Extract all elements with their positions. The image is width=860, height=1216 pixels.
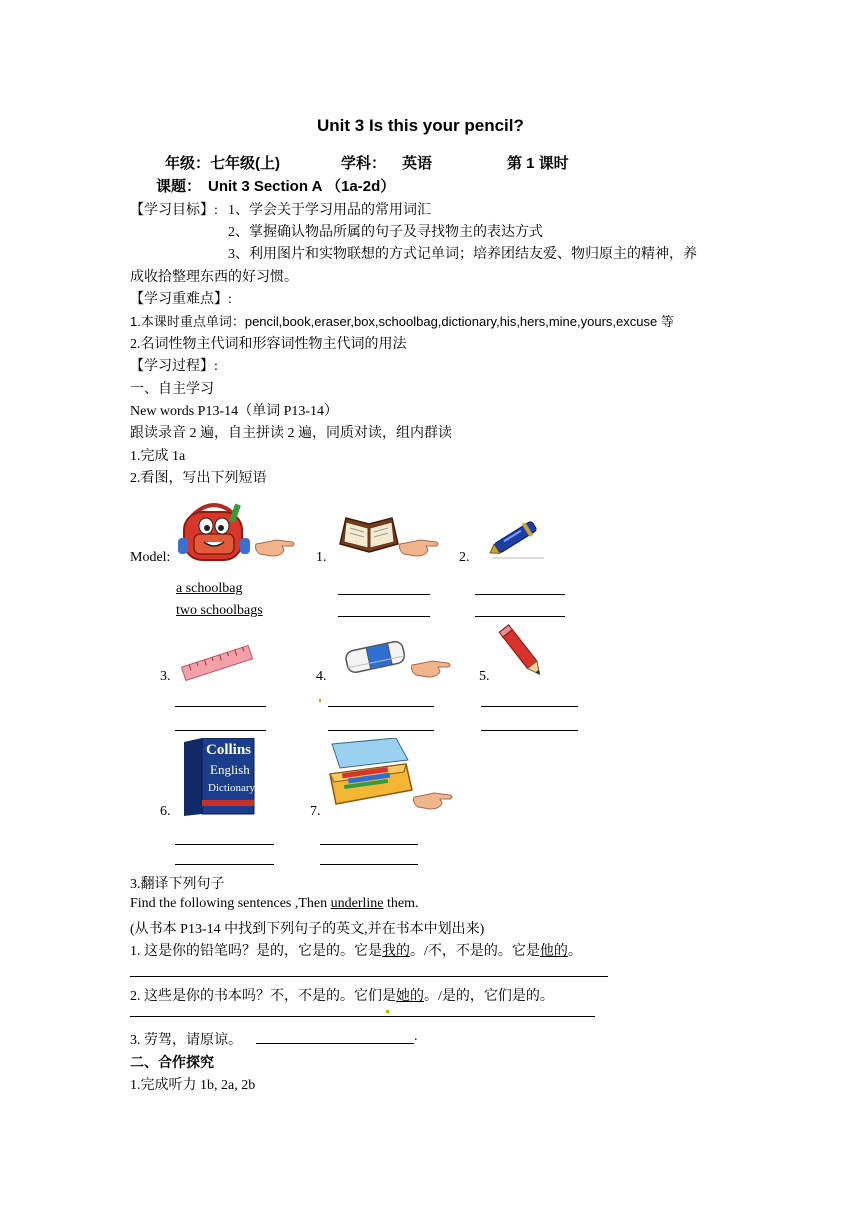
section1-heading: 一、自主学习	[130, 382, 214, 397]
sentence-text: 。	[567, 944, 582, 959]
answer-blank[interactable]	[475, 616, 565, 617]
grade-label: 年级：七年级(上)	[165, 155, 280, 172]
sentence-underlined: 她的	[396, 989, 424, 1004]
key-points-line: 1.本课时重点单词：pencil,book,eraser,box,schoolbag,dictionary,his,hers,mine,yours,excuse 等	[130, 314, 674, 329]
ruler-image	[178, 640, 256, 686]
instruction-line: 跟读录音 2 遍，自主拼读 2 遍，同质对读，组内群读	[130, 426, 452, 441]
answer-blank[interactable]	[320, 864, 418, 865]
sentence-underlined: 我的	[382, 944, 410, 959]
answer-blank[interactable]	[481, 706, 578, 707]
item-number: 5.	[479, 669, 490, 684]
answer-blank[interactable]	[320, 844, 418, 845]
item-number: 7.	[310, 804, 321, 819]
topic-label: 课题：	[156, 178, 202, 195]
task-line: 1.完成 1a	[130, 449, 186, 464]
pencil-box-image	[326, 738, 416, 814]
key-points-heading: 【学习重难点】:	[130, 292, 232, 307]
dictionary-brand: Collins	[206, 742, 252, 758]
sentence-text: 。/不，不是的。它是	[410, 944, 540, 959]
topic-value: Unit 3 Section A （1a-2d）	[208, 178, 396, 195]
dictionary-title-line: Dictionary	[208, 782, 256, 794]
new-words-line: New words P13-14（单词 P13-14）	[130, 404, 339, 419]
sentence-underlined: 他的	[539, 944, 568, 959]
pencil-image	[498, 624, 548, 682]
period-label: 第 1 课时	[507, 155, 569, 172]
answer-blank[interactable]	[175, 864, 274, 865]
task3-heading: 3.翻译下列句子	[130, 877, 225, 892]
process-heading: 【学习过程】:	[130, 359, 218, 374]
instruction-text: them.	[383, 896, 419, 911]
translation-answer-line[interactable]	[130, 976, 608, 977]
sentence-text: 2. 这些是你的书本吗？不，不是的。它们是	[130, 989, 396, 1004]
item-number: 4.	[316, 669, 327, 684]
pointing-hand-icon	[398, 536, 440, 558]
pointing-hand-icon	[254, 536, 296, 558]
stray-mark	[386, 1010, 389, 1013]
subject-value: 英语	[402, 155, 433, 172]
answer-blank[interactable]	[328, 730, 434, 731]
pointing-hand-icon	[410, 657, 452, 679]
answer-blank[interactable]	[328, 706, 434, 707]
pointing-hand-icon	[412, 789, 454, 811]
task-line: 2.看图，写出下列短语	[130, 471, 267, 486]
sentence-text: 1. 这是你的铅笔吗？是的，它是的。它是	[130, 944, 382, 959]
objectives-heading: 【学习目标】:	[130, 203, 218, 218]
page-title: Unit 3 Is this your pencil?	[317, 116, 524, 135]
sentence-3-end: .	[414, 1029, 418, 1044]
schoolbag-image	[178, 498, 250, 564]
pen-image	[484, 514, 546, 562]
model-answer: a schoolbag	[176, 581, 243, 596]
model-label: Model:	[130, 550, 171, 565]
instruction-text: Find the following sentences ,Then	[130, 896, 331, 911]
sentence-3: 3. 劳驾，请原谅。	[130, 1033, 242, 1048]
book-image	[338, 514, 400, 554]
item-number: 1.	[316, 550, 327, 565]
objective-item-continuation: 成收拾整理东西的好习惯。	[130, 270, 298, 285]
instruction-underlined-word: underline	[330, 896, 384, 911]
section2-heading: 二、合作探究	[130, 1056, 214, 1071]
subject-label: 学科：	[341, 155, 387, 172]
model-answer: two schoolbags	[176, 603, 263, 618]
task3-instruction-cn: (从书本 P13-14 中找到下列句子的英文,并在书本中划出来)	[130, 922, 485, 937]
item-number: 2.	[459, 550, 470, 565]
dictionary-title-line: English	[210, 762, 250, 777]
sentence-1	[130, 940, 582, 960]
answer-blank[interactable]	[338, 594, 430, 595]
item-number: 6.	[160, 804, 171, 819]
stray-mark	[319, 699, 321, 702]
answer-blank[interactable]	[175, 706, 266, 707]
sentence-2	[130, 985, 554, 1005]
objective-item: 1、学会关于学习用品的常用词汇	[228, 203, 431, 218]
objective-item: 2、掌握确认物品所属的句子及寻找物主的表达方式	[228, 225, 543, 240]
answer-blank[interactable]	[175, 844, 274, 845]
key-points-line: 2.名词性物主代词和形容词性物主代词的用法	[130, 337, 407, 352]
sentence-text: 。/是的，它们是的。	[424, 989, 554, 1004]
task3-instruction	[130, 896, 419, 912]
item-number: 3.	[160, 669, 171, 684]
answer-blank[interactable]	[475, 594, 565, 595]
dictionary-image	[178, 738, 256, 816]
objective-item: 3、利用图片和实物联想的方式记单词；培养团结友爱、物归原主的精神，养	[228, 247, 697, 262]
translation-answer-line[interactable]	[130, 1016, 595, 1017]
answer-blank[interactable]	[481, 730, 578, 731]
answer-blank[interactable]	[175, 730, 266, 731]
eraser-image	[342, 636, 408, 676]
answer-blank[interactable]	[338, 616, 430, 617]
section2-task: 1.完成听力 1b, 2a, 2b	[130, 1078, 256, 1093]
translation-answer-blank[interactable]	[256, 1043, 414, 1044]
